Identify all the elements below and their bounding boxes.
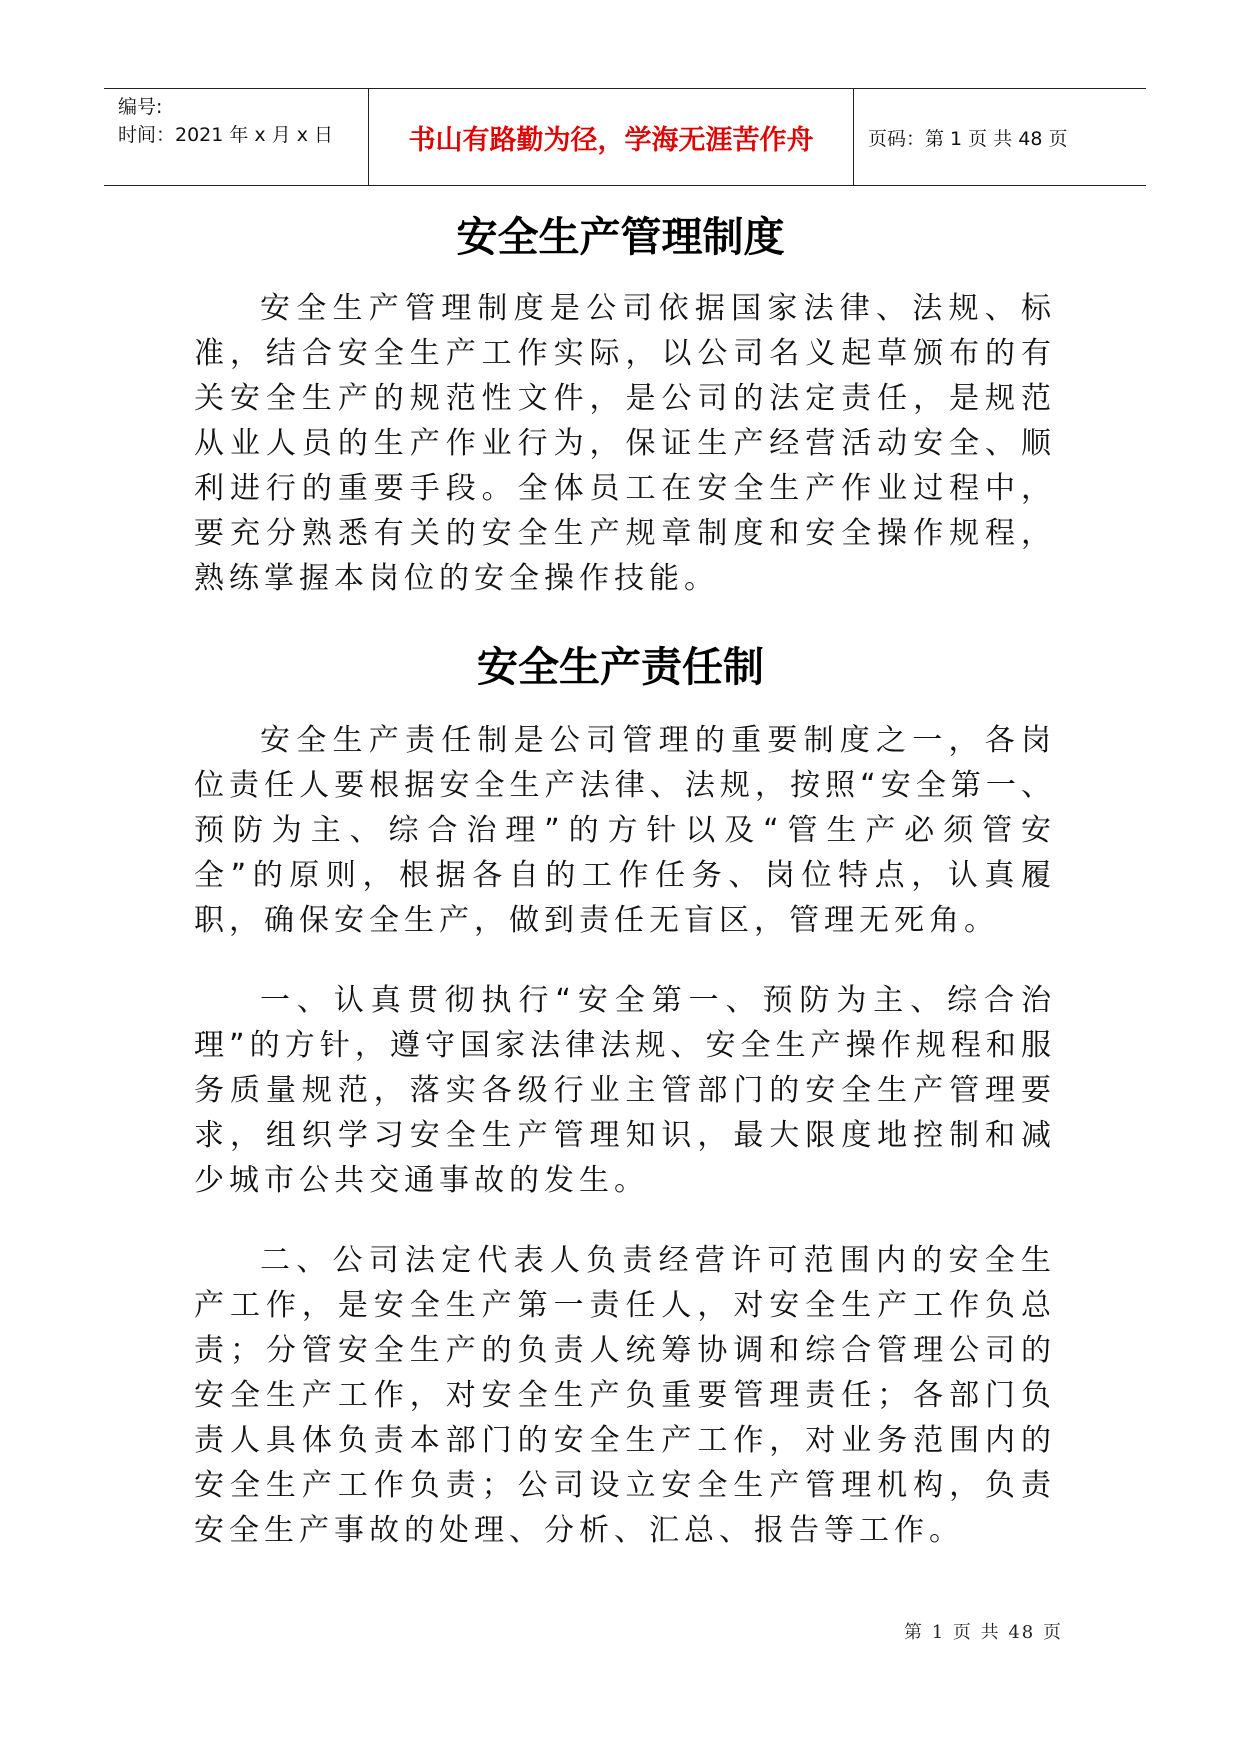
document-time-label: 时间：2021 年 x 月 x 日 [118,124,334,146]
page-footer: 第 1 页 共 48 页 [904,1622,1063,1643]
body-paragraph: 二、公司法定代表人负责经营许可范围内的安全生产工作，是安全生产第一责任人，对安全生产工作负总责；分管安全生产的负责人统筹协调和综合管理公司的安全生产工作，对安全生产负重要管理责任；各部门负责人具体负责本部门的安全生产工作，对业务范围内的安全生产工作负责；公司设立安全生产管理机构，负责安全生产事故的处理、分析、汇总、报告等工作。 [194,1243,1056,1548]
header-page-info: 页码：第 1 页 共 48 页 [868,127,1068,150]
header-meta [104,89,368,185]
section-title: 安全生产责任制 [477,643,764,691]
body-paragraph: 一、认真贯彻执行“安全第一、预防为主、综合治理”的方针，遵守国家法律法规、安全生产操作规程和服务质量规范，落实各级行业主管部门的安全生产管理要求，组织学习安全生产管理知识，最大限度地控制和减少城市公共交通事故的发生。 [194,983,1056,1198]
section-title: 安全生产管理制度 [456,213,785,261]
document-header [104,88,1146,186]
document-number-label: 编号: [118,96,163,118]
body-paragraph: 安全生产管理制度是公司依据国家法律、法规、标准，结合安全生产工作实际，以公司名义起草颁布的有关安全生产的规范性文件，是公司的法定责任，是规范从业人员的生产作业行为，保证生产经营活动安全、顺利进行的重要手段。全体员工在安全生产作业过程中，要充分熟悉有关的安全生产规章制度和安全操作规程，熟练掌握本岗位的安全操作技能。 [194,291,1056,596]
header-motto: 书山有路勤为径，学海无涯苦作舟 [368,89,854,185]
body-paragraph: 安全生产责任制是公司管理的重要制度之一，各岗位责任人要根据安全生产法律、法规，按照“安全第一、预防为主、综合治理”的方针以及“管生产必须管安全”的原则，根据各自的工作任务、岗位特点，认真履职，确保安全生产，做到责任无盲区，管理无死角。 [194,723,1056,938]
